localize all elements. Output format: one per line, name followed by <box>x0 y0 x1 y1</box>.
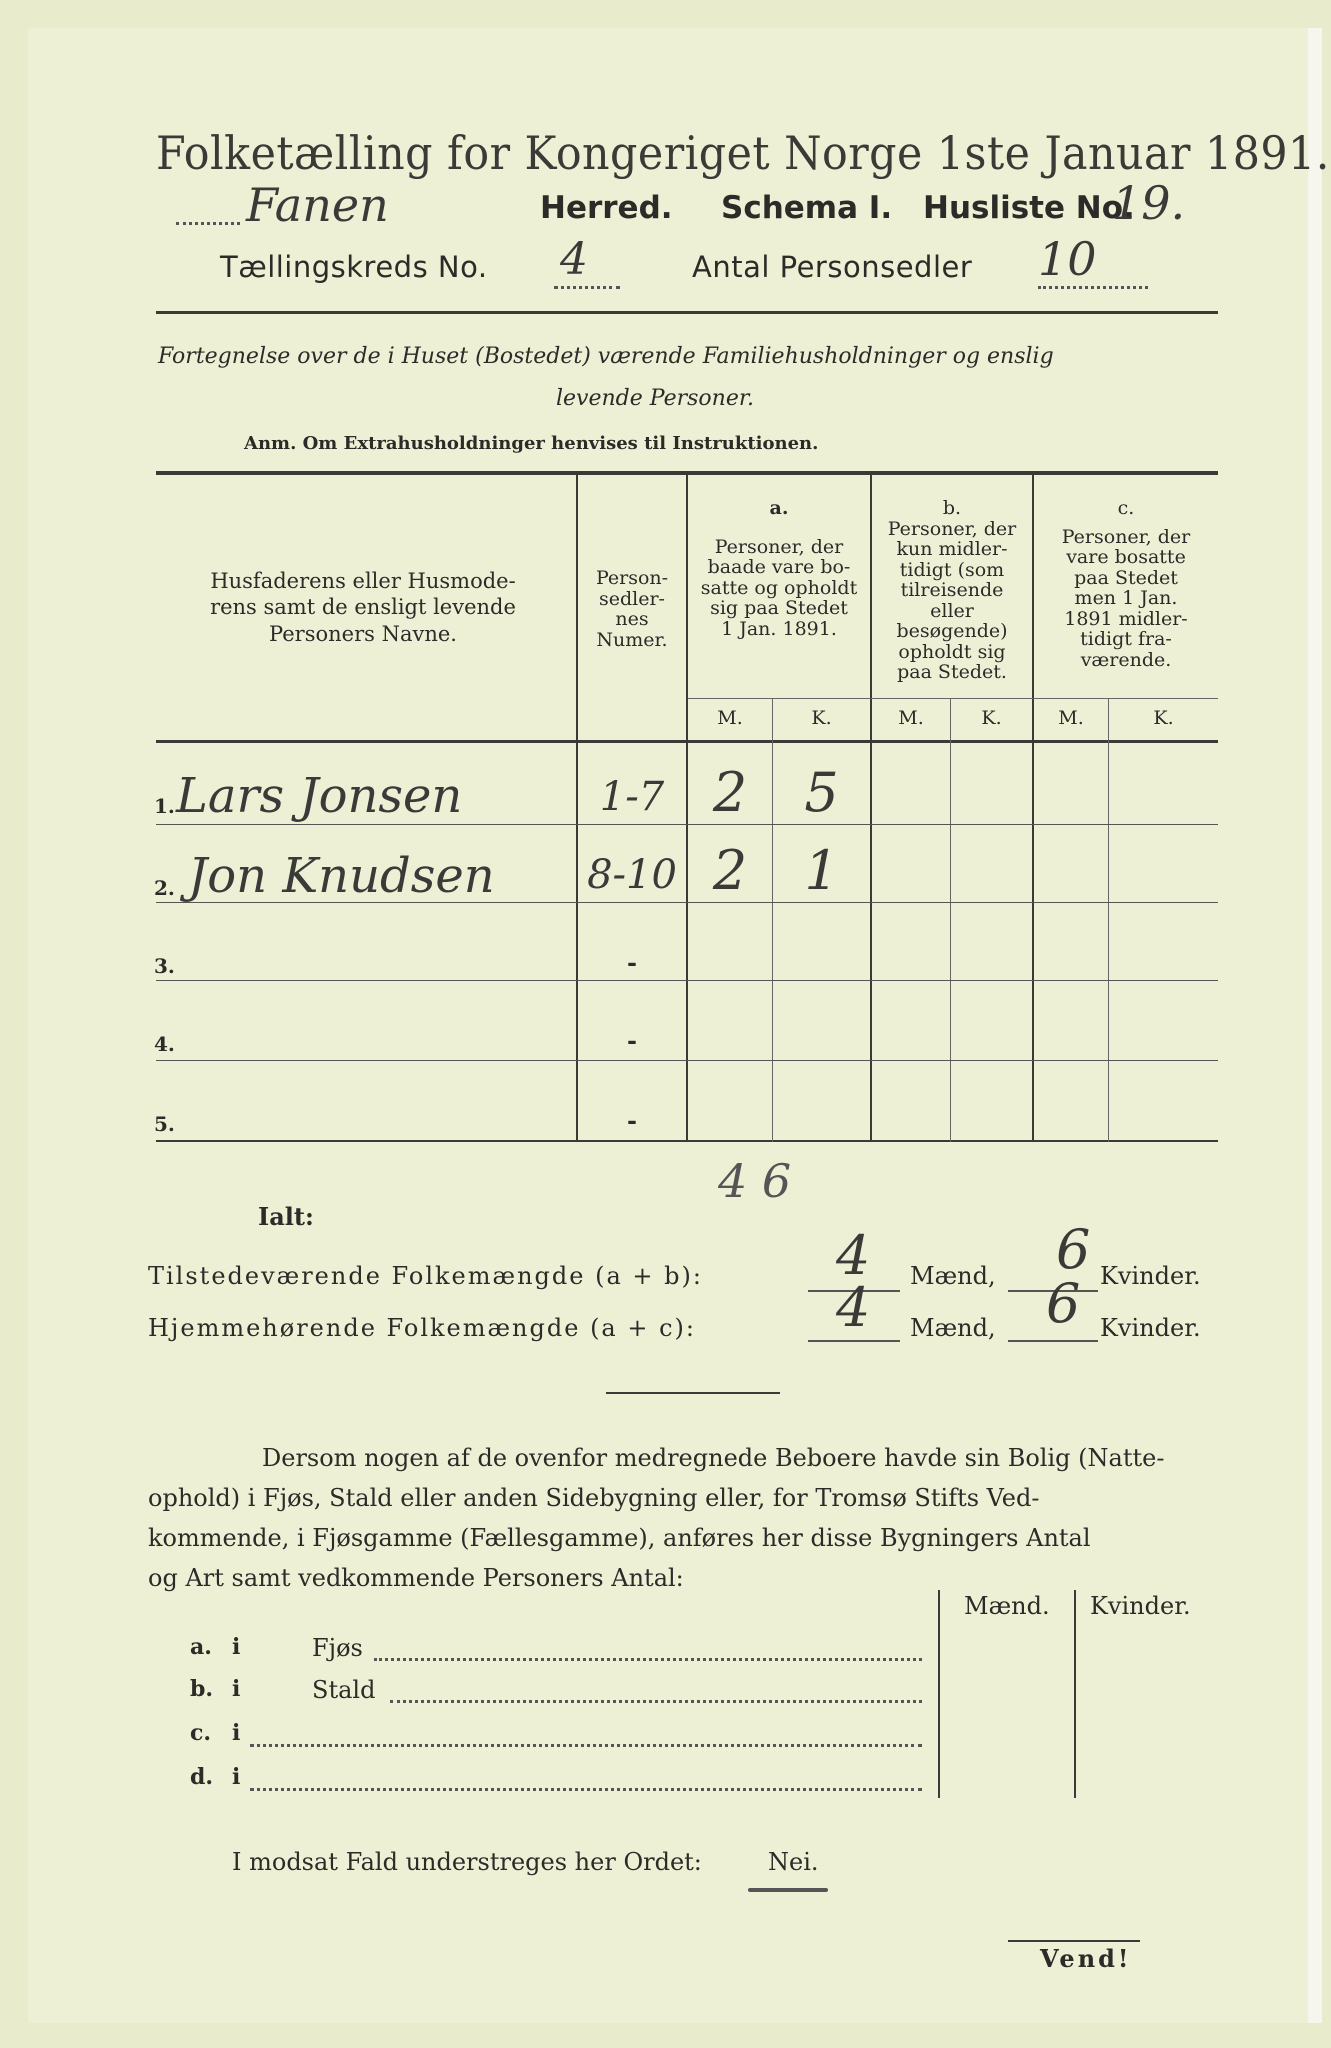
header-numer: Person- sedler- nes Numer. <box>595 567 669 651</box>
table-row-5-numer: - <box>627 1106 637 1135</box>
bld-row-a-dots <box>374 1658 922 1661</box>
bld-vline-1 <box>938 1590 940 1798</box>
husliste-label: Husliste No. <box>923 190 1135 226</box>
table-row-1-a-m: 2 <box>712 761 748 824</box>
section-divider <box>606 1392 780 1394</box>
paragraph: Dersom nogen af de ovenfor medregnede Beboere havde sin Bolig (Natte- ophold) i Fjøs, Stald eller anden Sidebygning eller, for Tromsø Stifts Ved- kommende, i Fjøsgamme (Fællesgamme), anføres her disse Bygningers Antal og Art samt vedkommende Personers Antal: <box>148 1444 1165 1592</box>
hjem-women-line <box>1008 1340 1098 1342</box>
hjem-men-value: 4 <box>836 1276 871 1339</box>
bld-row-b-label: Stald <box>312 1676 376 1704</box>
row-sep-4 <box>156 1060 1218 1061</box>
hjem-men-line <box>808 1340 900 1342</box>
modsat-text: I modsat Fald understreges her Ordet: <box>232 1848 702 1876</box>
husliste-value: 19. <box>1112 176 1186 230</box>
table-row-2-a-m: 2 <box>712 839 748 902</box>
header-c: c. Personer, der vare bosatte paa Stedet men 1 Jan. 1891 midler- tidigt fra- værende. <box>1061 497 1191 671</box>
bld-vline-2 <box>1074 1590 1076 1798</box>
row-sep-1 <box>156 824 1218 825</box>
anm-note: Anm. Om Extrahusholdninger henvises til Instruktionen. <box>244 433 819 454</box>
nei-word: Nei. <box>768 1848 819 1876</box>
bld-row-d-dots <box>250 1788 922 1791</box>
label-a-m: M. <box>717 707 743 729</box>
table-row-2-num: 2. <box>154 876 175 900</box>
bld-row-c-letter: c. <box>190 1720 212 1746</box>
form-title: Folketælling for Kongeriget Norge 1ste Januar 1891. <box>156 126 1330 180</box>
tilst-kvinder: Kvinder. <box>1100 1262 1201 1290</box>
table-row-3-num: 3. <box>154 954 175 978</box>
tilst-women-value: 6 <box>1056 1218 1091 1281</box>
schema-label: Schema I. <box>721 190 893 226</box>
bld-row-a-letter: a. <box>190 1634 212 1660</box>
bld-row-d-i: i <box>232 1764 241 1790</box>
table-row-2-name: Jon Knudsen <box>188 848 495 904</box>
label-b-m: M. <box>898 707 924 729</box>
table-row-1-name: Lars Jonsen <box>176 768 463 824</box>
bld-row-a-label: Fjøs <box>312 1634 363 1662</box>
kreds-dots <box>554 286 620 289</box>
label-c-k: K. <box>1153 707 1174 729</box>
census-form <box>28 28 1330 2023</box>
antal-label: Antal Personsedler <box>692 250 973 284</box>
hjem-label: Hjemmehørende Folkemængde (a + c): <box>148 1314 696 1342</box>
header-a: a. Personer, der baade vare bo- satte og opholdt sig paa Stedet 1 Jan. 1891. <box>700 497 858 640</box>
table-row-1-numer: 1-7 <box>599 774 665 820</box>
header-names: Husfaderens eller Husmode- rens samt de ensligt levende Personers Navne. <box>210 569 516 646</box>
row-sep-3 <box>156 980 1218 981</box>
herred-label: Herred. <box>540 190 673 226</box>
table-row-1-a-k: 5 <box>804 761 839 824</box>
mk-rule <box>688 698 1218 699</box>
bld-row-c-dots <box>250 1744 922 1747</box>
table-row-1-num: 1. <box>154 794 175 818</box>
intro-line2: levende Personer. <box>556 386 754 411</box>
hjem-women-value: 6 <box>1046 1272 1081 1335</box>
tilst-label: Tilstedeværende Folkemængde (a + b): <box>148 1262 703 1290</box>
label-c-m: M. <box>1058 707 1084 729</box>
antal-dots <box>1038 286 1148 289</box>
vend-text: Vend! <box>1040 1944 1132 1973</box>
herred-value: Fanen <box>246 178 389 232</box>
tilst-maend: Mænd, <box>910 1262 996 1290</box>
header-rule <box>156 311 1218 314</box>
table-row-4-num: 4. <box>154 1032 175 1056</box>
bld-row-b-letter: b. <box>190 1676 214 1702</box>
intro-line1: Fortegnelse over de i Huset (Bostedet) værende Familiehusholdninger og enslig <box>158 344 1054 369</box>
herred-dots <box>176 222 240 225</box>
header-b: b. Personer, der kun midler- tidigt (som tilreisende eller besøgende) opholdt sig paa Stedet. <box>887 497 1017 684</box>
table-row-2-numer: 8-10 <box>587 852 677 898</box>
bld-col-maend: Mænd. <box>964 1592 1050 1620</box>
nei-underline <box>748 1888 828 1892</box>
bld-row-d-letter: d. <box>190 1764 214 1790</box>
table-row-2-a-k: 1 <box>804 839 839 902</box>
table-row-3-numer: - <box>627 948 637 977</box>
antal-value: 10 <box>1038 232 1097 286</box>
bld-col-kvinder: Kvinder. <box>1090 1592 1191 1620</box>
hjem-maend: Mænd, <box>910 1314 996 1342</box>
bld-row-a-i: i <box>232 1634 241 1660</box>
bld-row-c-i: i <box>232 1720 241 1746</box>
kreds-label: Tællingskreds No. <box>220 250 488 284</box>
tilst-men-value: 4 <box>836 1224 871 1287</box>
bld-row-b-dots <box>390 1700 922 1703</box>
vline-bm-bk <box>950 698 951 1142</box>
label-a-k: K. <box>811 707 832 729</box>
table-row-4-numer: - <box>627 1026 637 1055</box>
bld-row-b-i: i <box>232 1676 241 1702</box>
label-b-k: K. <box>981 707 1002 729</box>
kreds-value: 4 <box>560 234 588 285</box>
vline-cm-ck <box>1108 698 1109 1142</box>
ialt-label: Ialt: <box>258 1202 314 1231</box>
vend-rule <box>1008 1940 1140 1942</box>
hjem-kvinder: Kvinder. <box>1100 1314 1201 1342</box>
ialt-value: 4 6 <box>718 1154 792 1208</box>
table-row-5-num: 5. <box>154 1112 175 1136</box>
